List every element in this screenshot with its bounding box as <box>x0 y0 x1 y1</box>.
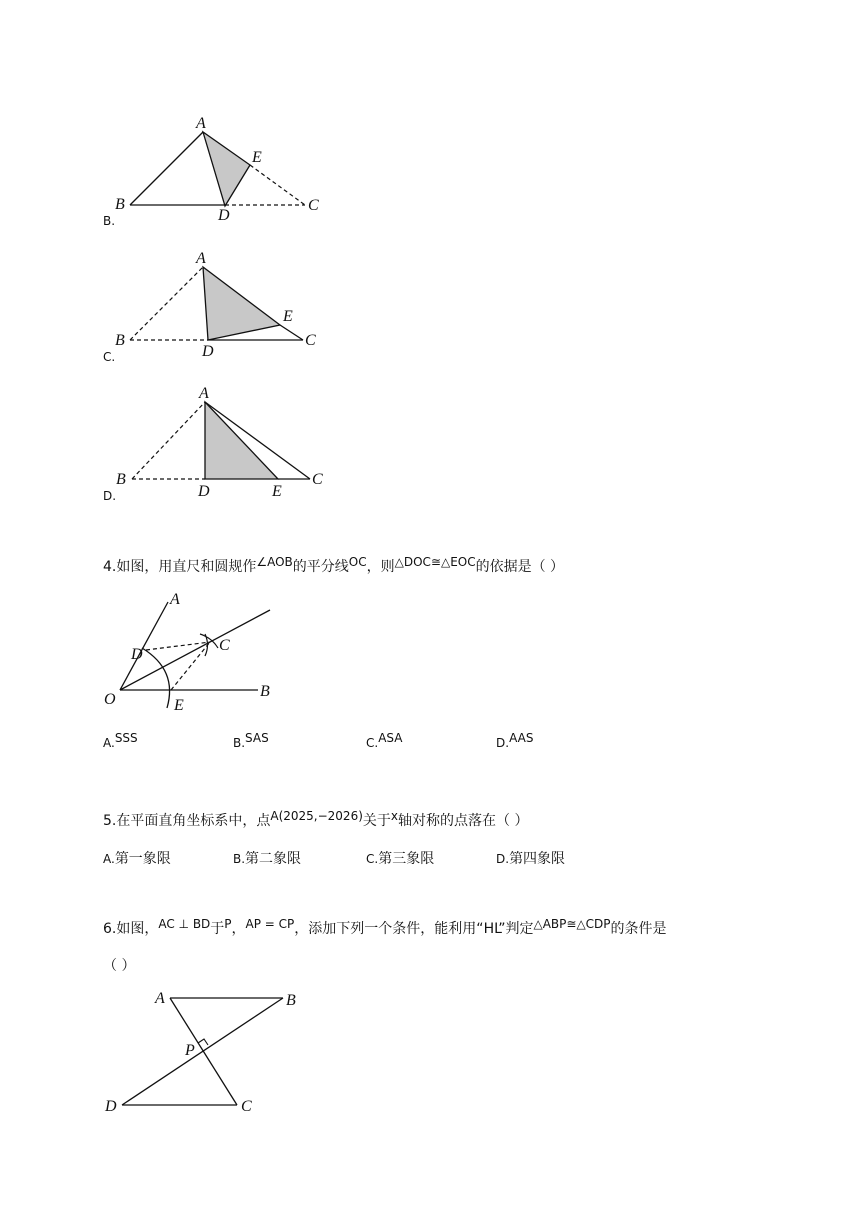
label-a: A <box>170 591 180 608</box>
segment-ab-dashed <box>130 267 203 340</box>
label-a: A <box>196 250 206 267</box>
figure-option-c <box>100 245 340 365</box>
q4-choice-c[interactable]: C.ASA <box>366 731 403 750</box>
q4-choice-d[interactable]: D.AAS <box>496 731 534 750</box>
q4-choice-b[interactable]: B.SAS <box>233 731 269 750</box>
question-6-text: 6.如图，AC ⊥ BD于P，AP = CP，添加下列一个条件，能利用“HL”判定△ABP≅△CDP的条件是 <box>103 917 667 937</box>
label-d: D <box>131 646 143 663</box>
q4-choice-a[interactable]: A.SSS <box>103 731 138 750</box>
q5-choice-d[interactable]: D.第四象限 <box>496 851 566 867</box>
label-c: C <box>219 637 230 654</box>
label-p: P <box>185 1042 195 1059</box>
label-e: E <box>283 308 293 325</box>
shaded-triangle-ade <box>205 402 278 479</box>
question-5-text: 5.在平面直角坐标系中，点A(2025,−2026)关于x轴对称的点落在（ ） <box>103 809 529 829</box>
label-o: O <box>104 691 116 708</box>
label-a: A <box>196 115 206 132</box>
arc-de <box>142 648 170 708</box>
shaded-triangle-ade <box>203 132 250 206</box>
segment-bd <box>122 998 283 1105</box>
label-b: B <box>115 196 125 213</box>
option-b-label: B. <box>103 214 116 228</box>
segment-ec <box>280 325 303 340</box>
label-e: E <box>174 697 184 714</box>
label-d: D <box>202 343 214 360</box>
segment-dc-dashed <box>146 642 210 650</box>
q5-choice-a[interactable]: A.第一象限 <box>103 851 171 867</box>
figure-question-6 <box>100 985 320 1125</box>
label-a: A <box>199 385 209 402</box>
q5-choice-c[interactable]: C.第三象限 <box>366 851 435 867</box>
label-c: C <box>305 332 316 349</box>
label-a: A <box>155 990 165 1007</box>
question-6-answer-blank: （ ） <box>103 958 136 974</box>
option-c-label: C. <box>103 350 116 364</box>
segment-ec-dashed <box>250 165 305 205</box>
shaded-triangle-ade <box>203 267 280 340</box>
label-d: D <box>105 1098 117 1115</box>
segment-ec-dashed <box>171 642 210 690</box>
label-d: D <box>198 483 210 500</box>
q5-choice-b[interactable]: B.第二象限 <box>233 851 302 867</box>
label-b: B <box>286 992 296 1009</box>
segment-ab <box>130 132 203 205</box>
segment-ab-dashed <box>132 402 205 479</box>
label-b: B <box>116 471 126 488</box>
label-b: B <box>115 332 125 349</box>
label-e: E <box>272 483 282 500</box>
figure-option-b <box>100 110 340 230</box>
label-c: C <box>312 471 323 488</box>
figure-option-d <box>100 382 340 502</box>
label-c: C <box>308 197 319 214</box>
figure-question-4 <box>100 590 300 720</box>
question-4-text: 4.如图，用直尺和圆规作∠AOB的平分线OC，则△DOC≅△EOC的依据是（ ） <box>103 555 565 575</box>
option-d-label: D. <box>103 489 117 503</box>
label-c: C <box>241 1098 252 1115</box>
label-d: D <box>218 207 230 224</box>
label-e: E <box>252 149 262 166</box>
label-b: B <box>260 683 270 700</box>
